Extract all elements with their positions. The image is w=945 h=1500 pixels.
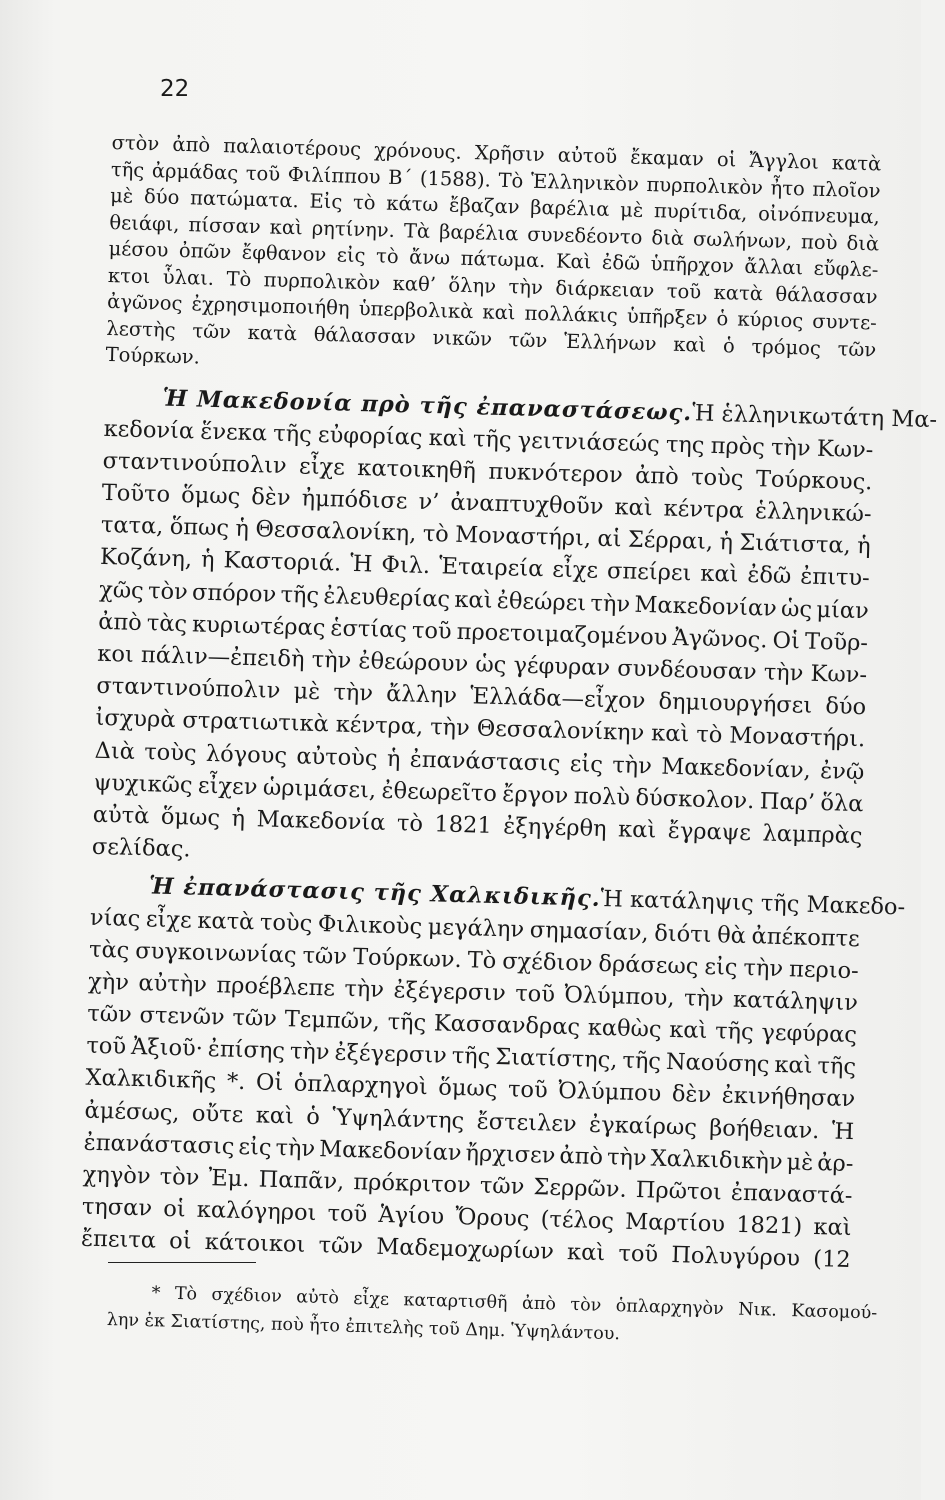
section-heading-macedonia: Ἡ Μακεδονία πρὸ τῆς ἐπαναστάσεως.: [162, 385, 693, 426]
text-line: Διὰ τοὺς λόγους αὐτοὺς ἡ ἐπανάστασις εἰς τὴν Μακεδονίαν, ἐνῷ: [94, 737, 865, 785]
text-line: τῶν στενῶν τῶν Τεμπῶν, τῆς Κασσανδρας καθὼς καὶ τῆς γεφύρας: [86, 1000, 858, 1049]
text-line: Κοζάνη, ἡ Καστοριά. Ἡ Φιλ. Ἑταιρεία εἶχε σπείρει καὶ ἐδῶ ἐπιτυ-: [99, 544, 871, 592]
footnote-line: * Τὸ σχέδιον αὐτὸ εἶχε καταρτισθῆ ἀπὸ τὸν ὁπλαρχηγὸν Νικ. Κασομού-: [151, 1283, 878, 1324]
text-line: ἀπὸ τὰς κυριωτέρας ἑστίας τοῦ προετοιμαζομένου Ἀγῶνος. Οἱ Τοῦρ-: [97, 608, 869, 657]
footnote-divider: [108, 1262, 256, 1263]
text-line: Τοῦτο ὅμως δὲν ἠμπόδισε ν’ ἀναπτυχθοῦν καὶ κέντρα ἑλληνικώ-: [101, 479, 872, 528]
paragraph-macedonia: [91, 380, 938, 884]
text-line: ἀμέσως, οὔτε καὶ ὁ Ὑψηλάντης ἔστειλεν ἐγκαίρως βοήθειαν. Ἡ: [84, 1097, 855, 1145]
text-line: κεδονία ἕνεκα τῆς εὐφορίας καὶ τῆς γειτνιάσεώς της πρὸς τὴν Κων-: [103, 415, 874, 464]
text-line-rest: Ἡ κατάληψις τῆς Μακεδο-: [600, 886, 906, 921]
text-line: χὴν αὐτὴν προέβλεπε τὴν ἐξέγερσιν τοῦ Ὀλύμπου, τὴν κατάληψιν: [87, 968, 859, 1017]
text-line-rest: Ἡ ἑλληνικωτάτη Μα-: [691, 399, 938, 433]
text-line: αὐτὰ ὅμως ἡ Μακεδονία τὸ 1821 ἐξηγέρθη καὶ ἔγραψε λαμπρὰς: [92, 801, 863, 850]
text-line: Χαλκιδικῆς *. Οἱ ὁπλαρχηγοὶ ὅμως τοῦ Ὀλύμπου δὲν ἐκινήθησαν: [85, 1065, 856, 1113]
text-line: τατα, ὅπως ἡ Θεσσαλονίκη, τὸ Μοναστήρι, αἱ Σέρραι, ἡ Σιάτιστα, ἡ: [100, 512, 871, 560]
text-line: κοι πάλιν—ἐπειδὴ τὴν ἐθεώρουν ὡς γέφυραν συνδέουσαν τὴν Κων-: [97, 640, 868, 689]
text-line: νίας εἶχε κατὰ τοὺς Φιλικοὺς μεγάλην σημασίαν, διότι θὰ ἀπέκοπτε: [89, 904, 861, 952]
text-line: τοῦ Ἀξιοῦ· ἐπίσης τὴν ἐξέγερσιν τῆς Σιατίστης, τῆς Ναούσης καὶ τῆς: [86, 1032, 857, 1081]
text-line: ἰσχυρὰ στρατιωτικὰ κέντρα, τὴν Θεσσαλονίκην καὶ τὸ Μοναστήρι.: [95, 705, 866, 753]
text-line: Τούρκων.: [105, 342, 201, 369]
text-line: τῆς ἀρμάδας τοῦ Φιλίππου Β΄ (1588). Τὸ Ἑλληνικὸν πυρπολικὸν ἦτο πλοῖον: [110, 157, 881, 202]
text-line: ψυχικῶς εἶχεν ὡριμάσει, ἐθεωρεῖτο ἔργον πολὺ δύσκολον. Παρ’ ὅλα: [93, 769, 864, 817]
text-line: τὰς συγκοινωνίας τῶν Τούρκων. Τὸ σχέδιον δράσεως εἰς τὴν περιο-: [88, 936, 860, 984]
text-line: μέσου ὀπῶν ἔφθανον εἰς τὸ ἄνω πάτωμα. Καὶ ἐδῶ ὑπῆρχον ἄλλαι εὔφλε-: [108, 236, 879, 282]
text-line: ἔπειτα οἱ κάτοικοι τῶν Μαδεμοχωρίων καὶ τοῦ Πολυγύρου (12: [80, 1225, 851, 1274]
text-line: τησαν οἱ καλόγηροι τοῦ Ἁγίου Ὄρους (τέλος Μαρτίου 1821) καὶ: [81, 1193, 852, 1242]
paragraph-fire-ship: [105, 130, 881, 390]
section-heading-chalkidiki: Ἡ ἐπανάστασις τῆς Χαλκιδικῆς.: [148, 873, 601, 913]
text-line: κτοι ὗλαι. Τὸ πυρπολικὸν καθ’ ὅλην τὴν διάρκειαν τοῦ κατὰ θάλασσαν: [107, 263, 878, 308]
text-line: σταντινούπολιν εἶχε κατοικηθῆ πυκνότερον ἀπὸ τοὺς Τούρκους.: [102, 447, 873, 496]
text-line: θειάφι, πίσσαν καὶ ρητίνην. Τὰ βαρέλια συνεδέοντο διὰ σωλήνων, ποὺ διὰ: [109, 210, 880, 255]
text-line: χῶς τὸν σπόρον τῆς ἐλευθερίας καὶ ἐθεώρει τὴν Μακεδονίαν ὡς μίαν: [98, 576, 870, 624]
text-line: ἐπανάστασις εἰς τὴν Μακεδονίαν ἤρχισεν ἀπὸ τὴν Χαλκιδικὴν μὲ ἀρ-: [83, 1129, 854, 1177]
body-text: [80, 130, 938, 1277]
text-line: σελίδας.: [91, 833, 191, 863]
text-line: σταντινούπολιν μὲ τὴν ἄλλην Ἑλλάδα—εἶχον δημιουργήσει δύο: [96, 672, 867, 721]
text-line: στὸν ἀπὸ παλαιοτέρους χρόνους. Χρῆσιν αὐτοῦ ἔκαμαν οἱ Ἄγγλοι κατὰ: [111, 130, 882, 176]
paragraph-chalkidiki: [80, 869, 906, 1277]
text-line: λεστὴς τῶν κατὰ θάλασσαν νικῶν τῶν Ἑλλήνων καὶ ὁ τρόμος τῶν: [106, 316, 877, 361]
text-line: χηγὸν τὸν Ἐμ. Παπᾶν, πρόκριτον τῶν Σερρῶν. Πρῶτοι ἐπαναστά-: [82, 1161, 853, 1210]
footnote: [106, 1278, 877, 1355]
text-line: ἀγῶνος ἐχρησιμοποιήθη ὑπερβολικὰ καὶ πολλάκις ὑπῆρξεν ὁ κύριος συντε-: [106, 289, 878, 335]
page-number: 22: [160, 76, 190, 102]
footnote-line: λην ἐκ Σιατίστης, ποὺ ἦτο ἐπιτελὴς τοῦ Δημ. Ὑψηλάντου.: [106, 1309, 621, 1345]
text-line: μὲ δύο πατώματα. Εἰς τὸ κάτω ἔβαζαν βαρέλια μὲ πυρίτιδα, οἰνόπνευμα,: [109, 183, 881, 229]
